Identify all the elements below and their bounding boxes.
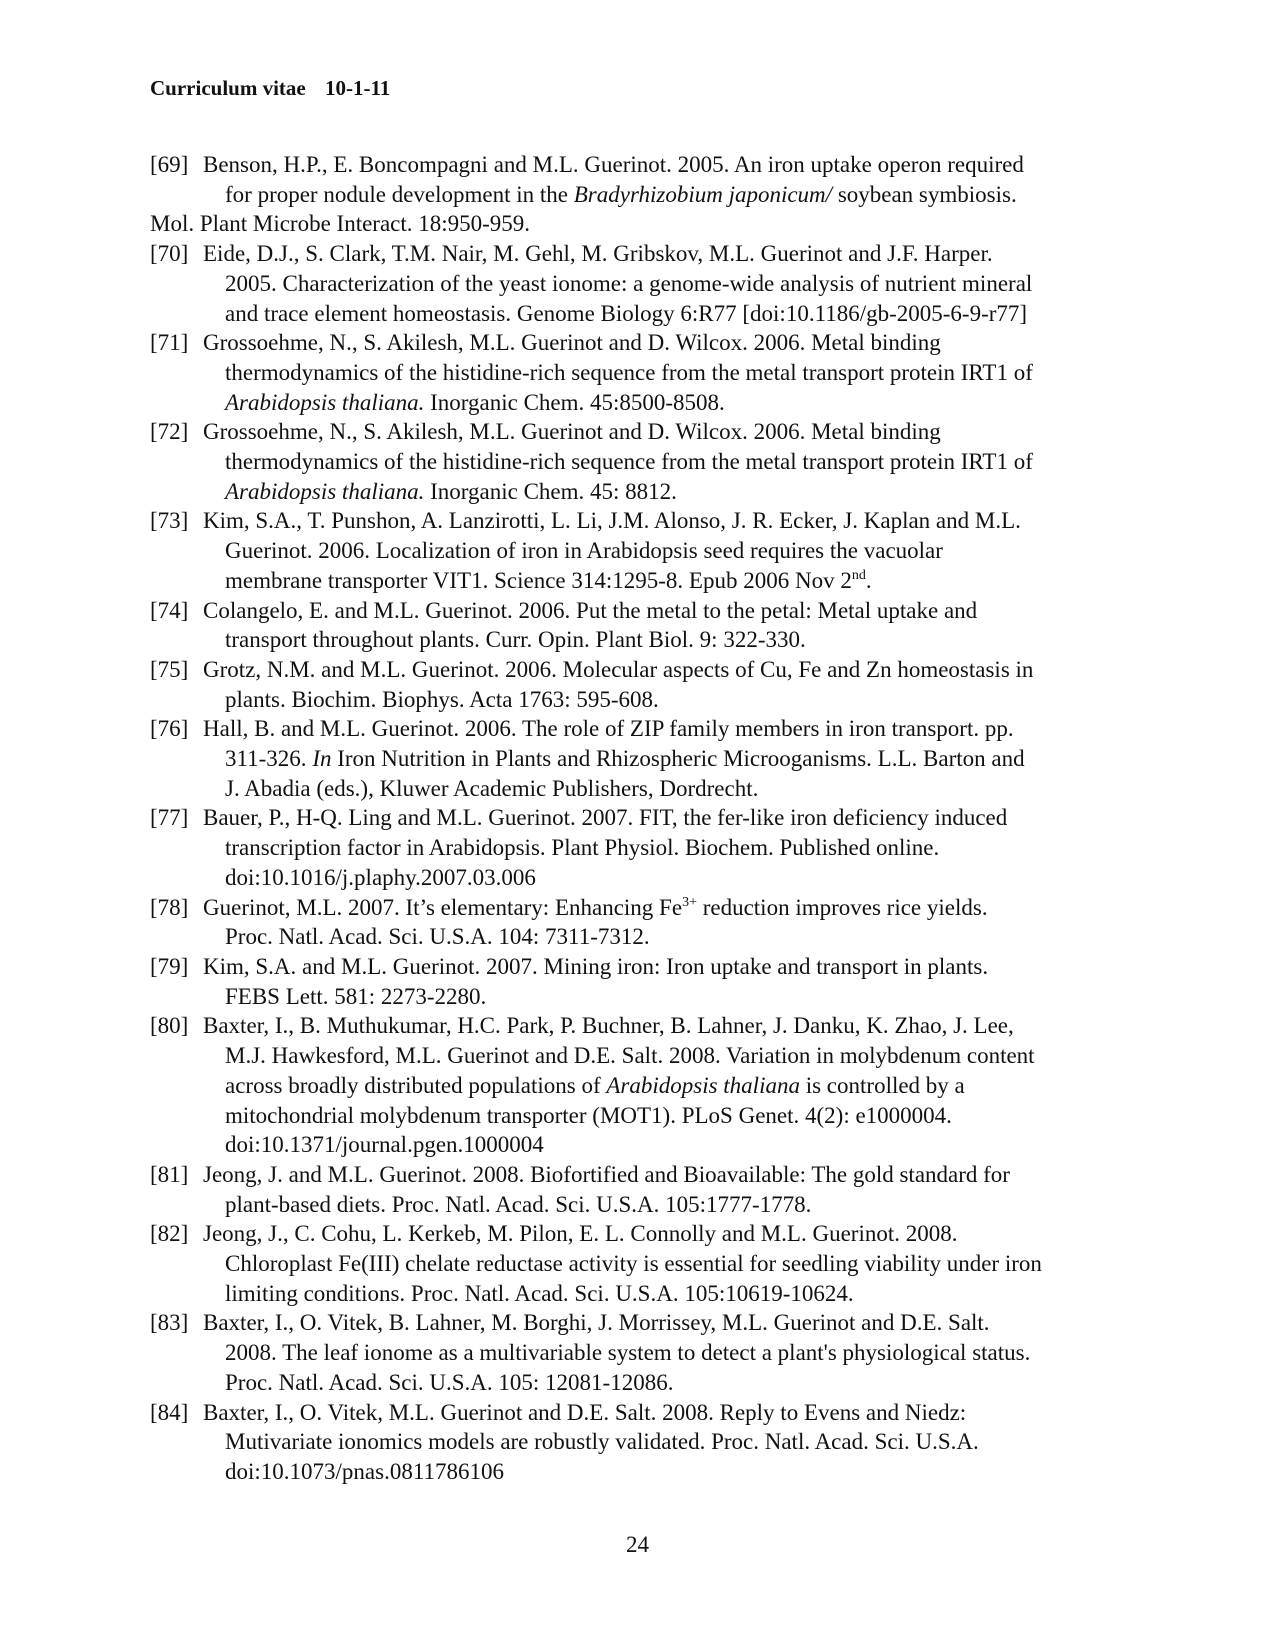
reference-line xyxy=(150,417,1135,447)
reference-text: Kim, S.A. and M.L. Guerinot. 2007. Mining iron: Iron uptake and transport in plants. xyxy=(203,953,989,979)
reference-line xyxy=(150,1398,1135,1428)
reference-item xyxy=(150,150,1135,239)
reference-text: Mol. Plant Microbe Interact. 18:950-959. xyxy=(150,211,531,237)
reference-line xyxy=(150,328,1135,358)
reference-line xyxy=(150,299,1135,329)
reference-line xyxy=(150,447,1135,477)
reference-text: thermodynamics of the histidine-rich sequence from the metal transport protein IRT1 of xyxy=(225,359,1033,385)
reference-text: is controlled by a xyxy=(799,1072,965,1098)
reference-line xyxy=(150,1011,1135,1041)
reference-text: across broadly distributed populations of xyxy=(225,1072,607,1098)
reference-number: [74] xyxy=(150,597,189,623)
reference-text: doi:10.1073/pnas.0811786106 xyxy=(225,1458,504,1484)
reference-line xyxy=(150,1308,1135,1338)
italic-text: Arabidopsis thaliana. xyxy=(225,389,425,415)
reference-item xyxy=(150,1160,1135,1219)
reference-number: [81] xyxy=(150,1161,189,1187)
reference-item xyxy=(150,239,1135,328)
reference-text: J. Abadia (eds.), Kluwer Academic Publishers, Dordrecht. xyxy=(225,775,759,801)
reference-text: Mutivariate ionomics models are robustly validated. Proc. Natl. Acad. Sci. U.S.A. xyxy=(225,1429,979,1455)
reference-number: [76] xyxy=(150,716,189,742)
reference-line xyxy=(150,952,1135,982)
reference-list xyxy=(150,150,1135,1487)
reference-line xyxy=(150,388,1135,418)
reference-number: [73] xyxy=(150,508,189,534)
reference-line xyxy=(150,1338,1135,1368)
reference-number: [80] xyxy=(150,1013,189,1039)
reference-line xyxy=(150,982,1135,1012)
reference-item xyxy=(150,1011,1135,1160)
reference-line xyxy=(150,863,1135,893)
reference-number: [69] xyxy=(150,152,189,177)
reference-text: plant-based diets. Proc. Natl. Acad. Sci. U.S.A. 105:1777-1778. xyxy=(225,1191,812,1217)
reference-number: [78] xyxy=(150,894,189,920)
reference-text: membrane transporter VIT1. Science 314:1295-8. Epub 2006 Nov 2 xyxy=(225,567,852,593)
reference-line xyxy=(150,833,1135,863)
reference-line xyxy=(150,1130,1135,1160)
reference-text: . xyxy=(865,567,872,593)
reference-line xyxy=(150,1190,1135,1220)
reference-text: Grossoehme, N., S. Akilesh, M.L. Guerinot and D. Wilcox. 2006. Metal binding xyxy=(203,330,941,356)
reference-line xyxy=(150,774,1135,804)
reference-line xyxy=(150,536,1135,566)
reference-item xyxy=(150,1308,1135,1397)
italic-text: In xyxy=(312,746,332,772)
reference-text: Iron Nutrition in Plants and Rhizospheric Microoganisms. L.L. Barton and xyxy=(331,746,1025,772)
reference-text: thermodynamics of the histidine-rich sequence from the metal transport protein IRT1 of xyxy=(225,449,1033,475)
reference-text: 2005. Characterization of the yeast ionome: a genome-wide analysis of nutrient mineral xyxy=(225,270,1033,296)
reference-line xyxy=(150,1101,1135,1131)
reference-line xyxy=(150,1160,1135,1190)
reference-text: M.J. Hawkesford, M.L. Guerinot and D.E. Salt. 2008. Variation in molybdenum content xyxy=(225,1043,1035,1069)
reference-text: Guerinot. 2006. Localization of iron in Arabidopsis seed requires the vacuolar xyxy=(225,538,943,564)
reference-text: mitochondrial molybdenum transporter (MOT1). PLoS Genet. 4(2): e1000004. xyxy=(225,1102,952,1128)
reference-line xyxy=(150,625,1135,655)
reference-text: Kim, S.A., T. Punshon, A. Lanzirotti, L. Li, J.M. Alonso, J. R. Ecker, J. Kaplan and M.L. xyxy=(203,508,1021,534)
reference-line xyxy=(150,1368,1135,1398)
reference-line xyxy=(150,922,1135,952)
reference-line xyxy=(150,1457,1135,1487)
reference-number: [79] xyxy=(150,953,189,979)
header-date: 10-1-11 xyxy=(324,76,391,100)
reference-text: reduction improves rice yields. xyxy=(696,894,988,920)
reference-text: Baxter, I., O. Vitek, M.L. Guerinot and D.E. Salt. 2008. Reply to Evens and Niedz: xyxy=(203,1399,967,1425)
italic-text: Arabidopsis thaliana. xyxy=(225,478,425,504)
reference-text: soybean symbiosis. xyxy=(832,181,1017,207)
header-title: Curriculum vitae xyxy=(150,76,306,100)
reference-line xyxy=(150,655,1135,685)
reference-text: for proper nodule development in the xyxy=(225,181,574,207)
reference-number: [71] xyxy=(150,330,189,356)
reference-item xyxy=(150,1398,1135,1487)
reference-text: limiting conditions. Proc. Natl. Acad. Sci. U.S.A. 105:10619-10624. xyxy=(225,1280,854,1306)
reference-number: [72] xyxy=(150,419,189,445)
reference-line xyxy=(150,1219,1135,1249)
reference-text: FEBS Lett. 581: 2273-2280. xyxy=(225,983,487,1009)
reference-item xyxy=(150,803,1135,892)
reference-text: Bauer, P., H-Q. Ling and M.L. Guerinot. 2007. FIT, the fer-like iron deficiency induced xyxy=(203,805,1008,831)
reference-text: doi:10.1016/j.plaphy.2007.03.006 xyxy=(225,864,536,890)
reference-text: Inorganic Chem. 45:8500-8508. xyxy=(424,389,725,415)
reference-text: Eide, D.J., S. Clark, T.M. Nair, M. Gehl, M. Gribskov, M.L. Guerinot and J.F. Harper. xyxy=(203,241,993,267)
reference-line xyxy=(150,714,1135,744)
reference-text: and trace element homeostasis. Genome Biology 6:R77 [doi:10.1186/gb-2005-6-9-r77] xyxy=(225,300,1028,326)
reference-text: Proc. Natl. Acad. Sci. U.S.A. 105: 12081-12086. xyxy=(225,1369,674,1395)
reference-text: Benson, H.P., E. Boncompagni and M.L. Guerinot. 2005. An iron uptake operon required xyxy=(203,152,1024,177)
superscript-text: 3+ xyxy=(682,894,697,910)
reference-text: Jeong, J. and M.L. Guerinot. 2008. Biofortified and Bioavailable: The gold standard for xyxy=(203,1161,1010,1187)
reference-line xyxy=(150,685,1135,715)
reference-text: doi:10.1371/journal.pgen.1000004 xyxy=(225,1132,544,1158)
reference-line xyxy=(150,477,1135,507)
reference-line xyxy=(150,1279,1135,1309)
reference-item xyxy=(150,506,1135,595)
italic-text: Arabidopsis thaliana xyxy=(606,1072,800,1098)
reference-text: Chloroplast Fe(III) chelate reductase activity is essential for seedling viability under iron xyxy=(225,1251,1042,1277)
reference-item xyxy=(150,714,1135,803)
reference-text: Guerinot, M.L. 2007. It’s elementary: Enhancing Fe xyxy=(203,894,683,920)
reference-text: Grossoehme, N., S. Akilesh, M.L. Guerinot and D. Wilcox. 2006. Metal binding xyxy=(203,419,941,445)
reference-number: [75] xyxy=(150,656,189,682)
reference-text: Hall, B. and M.L. Guerinot. 2006. The role of ZIP family members in iron transport. pp. xyxy=(203,716,1014,742)
reference-line xyxy=(150,744,1135,774)
reference-line xyxy=(150,1249,1135,1279)
reference-line xyxy=(150,180,1135,210)
reference-item xyxy=(150,655,1135,714)
reference-line xyxy=(150,358,1135,388)
italic-text: Bradyrhizobium japonicum/ xyxy=(573,181,833,207)
reference-text: 311-326. xyxy=(225,746,313,772)
reference-text: plants. Biochim. Biophys. Acta 1763: 595-608. xyxy=(225,686,659,712)
reference-text: Grotz, N.M. and M.L. Guerinot. 2006. Molecular aspects of Cu, Fe and Zn homeostasis in xyxy=(203,656,1034,682)
reference-item xyxy=(150,893,1135,952)
reference-text: Baxter, I., O. Vitek, B. Lahner, M. Borghi, J. Morrissey, M.L. Guerinot and D.E. Salt. xyxy=(203,1310,990,1336)
reference-text: transport throughout plants. Curr. Opin. Plant Biol. 9: 322-330. xyxy=(225,627,806,653)
reference-number: [83] xyxy=(150,1310,189,1336)
reference-number: [82] xyxy=(150,1221,189,1247)
reference-line xyxy=(150,1041,1135,1071)
reference-item xyxy=(150,1219,1135,1308)
reference-number: [84] xyxy=(150,1399,189,1425)
reference-item xyxy=(150,952,1135,1011)
reference-text: Colangelo, E. and M.L. Guerinot. 2006. Put the metal to the petal: Metal uptake and xyxy=(203,597,978,623)
reference-line xyxy=(150,506,1135,536)
reference-text: Baxter, I., B. Muthukumar, H.C. Park, P. Buchner, B. Lahner, J. Danku, K. Zhao, J. Lee, xyxy=(203,1013,1014,1039)
reference-text: Jeong, J., C. Cohu, L. Kerkeb, M. Pilon, E. L. Connolly and M.L. Guerinot. 2008. xyxy=(203,1221,958,1247)
reference-text: Proc. Natl. Acad. Sci. U.S.A. 104: 7311-7312. xyxy=(225,924,650,950)
reference-item xyxy=(150,328,1135,417)
reference-number: [70] xyxy=(150,241,189,267)
reference-line xyxy=(150,209,1135,239)
superscript-text: nd xyxy=(851,567,866,583)
reference-line xyxy=(150,269,1135,299)
reference-line xyxy=(150,239,1135,269)
reference-line xyxy=(150,803,1135,833)
reference-line xyxy=(150,1071,1135,1101)
reference-text: Inorganic Chem. 45: 8812. xyxy=(424,478,677,504)
reference-line xyxy=(150,1427,1135,1457)
reference-item xyxy=(150,596,1135,655)
reference-line xyxy=(150,893,1135,923)
reference-line xyxy=(150,596,1135,626)
page-number: 24 xyxy=(626,1532,649,1557)
reference-line xyxy=(150,566,1135,596)
reference-text: 2008. The leaf ionome as a multivariable system to detect a plant's physiological status. xyxy=(225,1340,1031,1366)
page-header xyxy=(150,76,390,101)
reference-text: transcription factor in Arabidopsis. Plant Physiol. Biochem. Published online. xyxy=(225,835,940,861)
reference-item xyxy=(150,417,1135,506)
reference-line xyxy=(150,150,1135,180)
reference-number: [77] xyxy=(150,805,189,831)
